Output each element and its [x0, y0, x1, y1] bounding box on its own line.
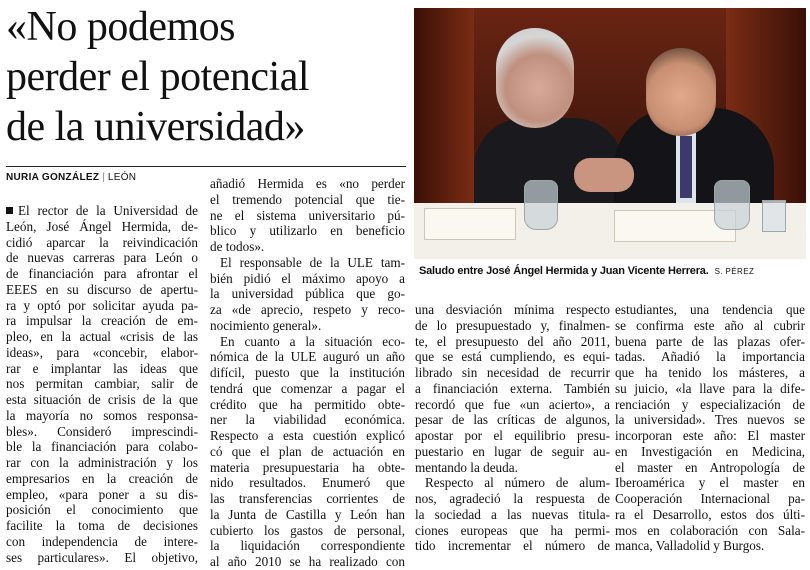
photo-person-right-head — [646, 48, 716, 136]
headline — [6, 2, 406, 152]
headline-line-3: de la universidad» — [6, 104, 305, 150]
column-line: de financiación para afrontar el — [6, 266, 198, 281]
photo-caption-text: Saludo entre José Ángel Hermida y Juan Vicente Herrera. — [419, 265, 709, 277]
column-line: tadas. Añadió la importancia — [615, 349, 805, 365]
column-line: El responsable de la ULE tam- — [220, 254, 405, 270]
column-line: En cuanto a la situación eco- — [220, 333, 405, 349]
photo-credit: S. PÉREZ — [714, 267, 755, 276]
column-line: nos permitan cambiar, salir de — [6, 376, 198, 392]
column-line: manca, Valladolid y Burgos. — [615, 538, 765, 554]
column-line: ra impulsar la creación de em- — [6, 313, 198, 329]
column-line: estudiantes, una tendencia que — [615, 302, 805, 317]
byline-location: LEÓN — [107, 172, 137, 183]
column-line: apostar por el equilibrio presu- — [415, 428, 610, 443]
column-line: el master en Antropología de — [615, 459, 805, 475]
photo-tie — [680, 136, 692, 198]
article-column-1 — [6, 203, 198, 565]
photo-caption — [419, 265, 809, 277]
photo-water-jug-right — [714, 180, 750, 230]
column-line: nido resultados. Enumeró que — [210, 475, 405, 491]
photo-glass — [762, 200, 786, 232]
column-line: rar e implantar las ideas que — [6, 360, 198, 376]
article-column-3 — [415, 302, 610, 554]
column-line: ner la viabilidad económica. — [210, 412, 405, 428]
column-line: empleo, «para poner a su dis- — [6, 486, 198, 502]
column-line: la mayoría no somos responsa- — [6, 407, 198, 423]
column-line: se confirma este año al cubrir — [615, 317, 805, 333]
column-line: cubierto los gastos de personal, — [210, 522, 405, 538]
column-line: al año 2010 se ha realizado con — [210, 554, 405, 569]
column-line: difícil, puesto que la institución — [210, 365, 405, 380]
column-line: tendrá que comenzar a pagar el — [210, 380, 405, 396]
column-line: tido incrementar el número de — [415, 538, 610, 554]
photo-person-left-head — [496, 28, 574, 128]
paragraph-bullet-icon — [6, 207, 13, 214]
column-line: bién pidió el máximo apoyo a — [210, 270, 405, 286]
column-line: la Junta de Castilla y León han — [210, 506, 405, 522]
headline-line-1: «No podemos — [6, 4, 235, 50]
column-line: que ha tenido los másteres, a — [615, 365, 805, 380]
column-line: EEES en su discurso de apertu- — [6, 281, 198, 297]
column-line: ra y optó por solicitar ayuda pa- — [6, 297, 198, 313]
column-line: incorporan este año: El master — [615, 428, 805, 443]
column-line: facilite la toma de decisiones — [6, 518, 198, 533]
column-line: bles». Consideró imprescindi- — [6, 423, 198, 439]
column-line: de todos». — [210, 239, 265, 254]
column-line: ciones europeas que ha permi- — [415, 522, 610, 538]
column-line: con independencia de intere- — [6, 533, 198, 549]
photo-nameplate-left — [424, 208, 516, 240]
column-line: una desviación mínima respecto — [415, 302, 610, 317]
article-column-2 — [210, 176, 405, 570]
column-line: a financiación externa. También — [415, 380, 610, 396]
column-line: la sociedad a las nuevas titula- — [415, 506, 610, 522]
column-line: materia presupuestaria ha obte- — [210, 459, 405, 475]
column-line: empresarios en la creación de — [6, 470, 198, 486]
article-photo — [414, 8, 806, 259]
column-line: ne el sistema universitario pú- — [210, 207, 405, 223]
photo-handshake — [574, 158, 634, 192]
column-line: esta situación de crisis de la que — [6, 392, 198, 407]
column-line: la liquidación correspondiente — [210, 538, 405, 554]
column-line: posición el conocimiento que — [6, 502, 198, 518]
column-line: ideas», para «concebir, elabor- — [6, 344, 198, 360]
column-line: ra el Desarrollo, estos dos últi- — [615, 506, 805, 522]
column-line: ses particulares». El objetivo, — [6, 549, 198, 565]
column-line: za «de aprecio, respeto y reco- — [210, 302, 405, 317]
photo-water-jug-left — [524, 180, 558, 230]
column-line: buena parte de las plazas ofer- — [615, 333, 805, 349]
column-line: librado sin necesidad de recurrir — [415, 365, 610, 380]
column-line: te, el presupuesto del año 2011, — [415, 333, 610, 349]
column-line: mos en colaboración con Sala- — [615, 522, 805, 538]
column-line: Iberoamérica y el master en — [615, 475, 805, 491]
column-line: en Investigación en Medicina, — [615, 443, 805, 459]
column-line: pesar de las críticas de algunos, — [415, 412, 610, 428]
column-line: la universidad». Tres nuevos se — [615, 412, 805, 428]
column-line: nocimiento general». — [210, 317, 322, 333]
headline-line-2: perder el potencial — [6, 54, 309, 100]
column-line: ble la financiación para colabo- — [6, 439, 198, 455]
column-line: rar con la administración y los — [6, 455, 198, 470]
column-line: que se está cumpliendo, es equi- — [415, 349, 610, 365]
column-line: León, José Ángel Hermida, de- — [6, 218, 198, 234]
column-line: de lo presupuestado y, finalmen- — [415, 317, 610, 333]
column-line: nos, agradeció la respuesta de — [415, 491, 610, 506]
column-line: el tremendo potencial que tie- — [210, 191, 405, 207]
column-line: su juicio, «la llave para la dife- — [615, 380, 805, 396]
byline-separator: | — [102, 172, 105, 183]
column-line: Respecto al número de alum- — [425, 475, 610, 491]
column-line: las transferencias corrientes de — [210, 491, 405, 506]
byline — [6, 172, 136, 183]
column-line: nómica de la ULE auguró un año — [210, 349, 405, 365]
column-line: pleo, en la actual «crisis de las — [6, 329, 198, 344]
column-line: có que el plan de actuación en — [210, 443, 405, 459]
column-line: cidió aparcar la reivindicación — [6, 234, 198, 250]
column-line: puestario en lugar de seguir au- — [415, 443, 610, 459]
article-column-4 — [615, 302, 805, 554]
column-line: recordó que fue «un acierto», a — [415, 396, 610, 412]
column-line: blico y utilizarlo en beneficio — [210, 223, 405, 239]
column-line: añadió Hermida es «no perder — [210, 176, 405, 191]
column-line: Respecto a esta cuestión explicó — [210, 428, 405, 443]
column-line: la universidad pública que go- — [210, 286, 405, 302]
column-line: El rector de la Universidad de — [6, 203, 198, 219]
byline-author: NURIA GONZÁLEZ — [6, 172, 100, 183]
column-line: renciación y especialización de — [615, 396, 805, 412]
column-line: mentando la deuda. — [415, 459, 518, 475]
column-line: crédito que ha permitido obte- — [210, 396, 405, 412]
byline-divider — [6, 166, 406, 167]
column-line: de nuevas carreras para León o — [6, 250, 198, 266]
column-line: Cooperación Internacional pa- — [615, 491, 805, 506]
